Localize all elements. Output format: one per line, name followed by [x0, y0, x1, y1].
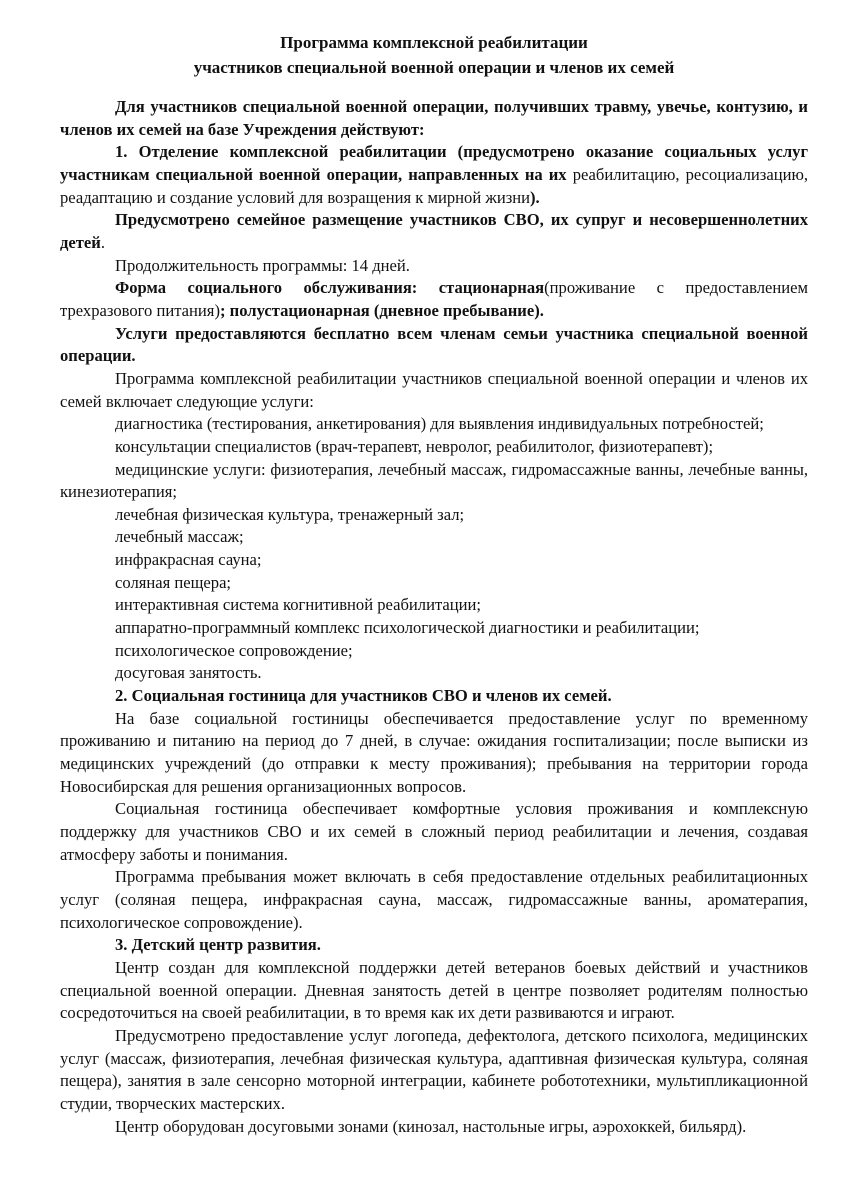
- paragraph: [60, 685, 808, 708]
- paragraph: [60, 209, 808, 254]
- paragraph: [60, 594, 808, 617]
- paragraph: [60, 866, 808, 934]
- title-line-2: участников специальной военной операции и членов их семей: [193, 58, 675, 77]
- paragraph: [60, 413, 808, 436]
- paragraph: [60, 368, 808, 413]
- text-segment: Форма социального обслуживания: стационарная: [115, 278, 545, 298]
- paragraph: [60, 798, 808, 866]
- text-segment: 2. Социальная гостиница для участников СВО и членов их семей.: [115, 686, 612, 706]
- paragraph: [60, 1025, 808, 1116]
- text-segment: Для участников специальной военной операции, получивших травму, увечье, контузию, и членов их семей на базе Учреждения действуют:: [60, 97, 808, 139]
- paragraph: [60, 662, 808, 685]
- paragraph: [60, 708, 808, 799]
- text-segment: Предусмотрено предоставление услуг логопеда, дефектолога, детского психолога, медицинских услуг (массаж, физиотерапия, лечебная физическая культура, адаптивная физическая культура, соляная пещера), занятия в зале сенсорно моторной интеграции, кабинете робототехники, мультипликационной студии, творческих мастерских.: [60, 1025, 808, 1113]
- paragraph: [60, 617, 808, 640]
- text-segment: 1. Отделение комплексной реабилитации (предусмотрено оказание социальных услуг участникам специальной военной операции, направленных на их: [60, 142, 808, 184]
- text-segment: досуговая занятость.: [115, 663, 262, 683]
- paragraph: [60, 1116, 808, 1139]
- text-segment: Социальная гостиница обеспечивает комфортные условия проживания и комплексную поддержку для участников СВО и их семей в сложный период реабилитации и лечения, создавая атмосферу заботы и понимания.: [60, 799, 808, 864]
- paragraph: [60, 504, 808, 527]
- text-segment: лечебная физическая культура, тренажерный зал;: [115, 504, 465, 524]
- text-segment: Центр создан для комплексной поддержки детей ветеранов боевых действий и участников специальной военной операции. Дневная занятость детей в центре позволяет родителям полностью сосредоточиться на своей реабилитации, в то время как их дети развиваются и играют.: [60, 957, 808, 1023]
- text-segment: аппаратно-программный комплекс психологической диагностики и реабилитации;: [115, 618, 700, 638]
- paragraph: [60, 323, 808, 368]
- text-segment: Центр оборудован досуговыми зонами (кинозал, настольные игры, аэрохоккей, бильярд).: [115, 1116, 747, 1136]
- text-segment: ; полустационарная (дневное пребывание).: [219, 300, 544, 320]
- paragraph: [60, 549, 808, 572]
- paragraph: [60, 277, 808, 322]
- paragraph: [60, 640, 808, 663]
- text-segment: лечебный массаж;: [115, 527, 244, 547]
- text-segment: Предусмотрено семейное размещение участников СВО, их супруг и несовершеннолетних детей: [60, 210, 808, 252]
- text-segment: .: [100, 232, 105, 252]
- paragraph: [60, 526, 808, 549]
- text-segment: Программа пребывания может включать в себя предоставление отдельных реабилитационных услуг (соляная пещера, инфракрасная сауна, массаж, гидромассажные ванны, ароматерапия, психологическое сопровождение).: [60, 867, 808, 932]
- paragraph: [60, 141, 808, 209]
- text-segment: соляная пещера;: [115, 572, 232, 592]
- paragraph: [60, 572, 808, 595]
- text-segment: Услуги предоставляются бесплатно всем членам семьи участника специальной военной операции.: [60, 323, 808, 366]
- text-segment: инфракрасная сауна;: [115, 550, 262, 570]
- text-segment: медицинские услуги: физиотерапия, лечебный массаж, гидромассажные ванны, лечебные ванны, кинезиотерапия;: [60, 459, 808, 502]
- paragraph: [60, 96, 808, 141]
- text-segment: психологическое сопровождение;: [115, 640, 353, 660]
- text-segment: 3. Детский центр развития.: [115, 935, 321, 955]
- document-page: [60, 30, 808, 1138]
- text-segment: консультации специалистов (врач-терапевт, невролог, реабилитолог, физиотерапевт);: [115, 436, 714, 456]
- paragraph: [60, 255, 808, 278]
- text-segment: На базе социальной гостиницы обеспечивается предоставление услуг по временному проживанию и питанию на период до 7 дней, в случае: ожидания госпитализации; после выписки из медицинских учреждений (до отправки к месту проживания); пребывания на территории города Новосибирская для решения организационных вопросов.: [60, 708, 808, 796]
- text-segment: Продолжительность программы: 14 дней.: [115, 255, 410, 275]
- paragraph: [60, 934, 808, 957]
- title-line-1: Программа комплексной реабилитации: [280, 33, 588, 52]
- text-segment: Программа комплексной реабилитации участников специальной военной операции и членов их семей включает следующие услуги:: [60, 368, 808, 411]
- paragraph: [60, 957, 808, 1025]
- text-segment: ).: [530, 187, 540, 207]
- text-segment: диагностика (тестирования, анкетирования) для выявления индивидуальных потребностей;: [115, 414, 764, 434]
- text-segment: интерактивная система когнитивной реабилитации;: [115, 595, 482, 615]
- document-body: [60, 96, 808, 1138]
- text-segment: (проживание с предоставлением трехразового питания): [60, 278, 808, 320]
- text-segment: реабилитацию, ресоциализацию, реадаптацию и создание условий для возращения к мирной жизни: [60, 164, 808, 207]
- paragraph: [60, 459, 808, 504]
- paragraph: [60, 436, 808, 459]
- document-title: [60, 30, 808, 80]
